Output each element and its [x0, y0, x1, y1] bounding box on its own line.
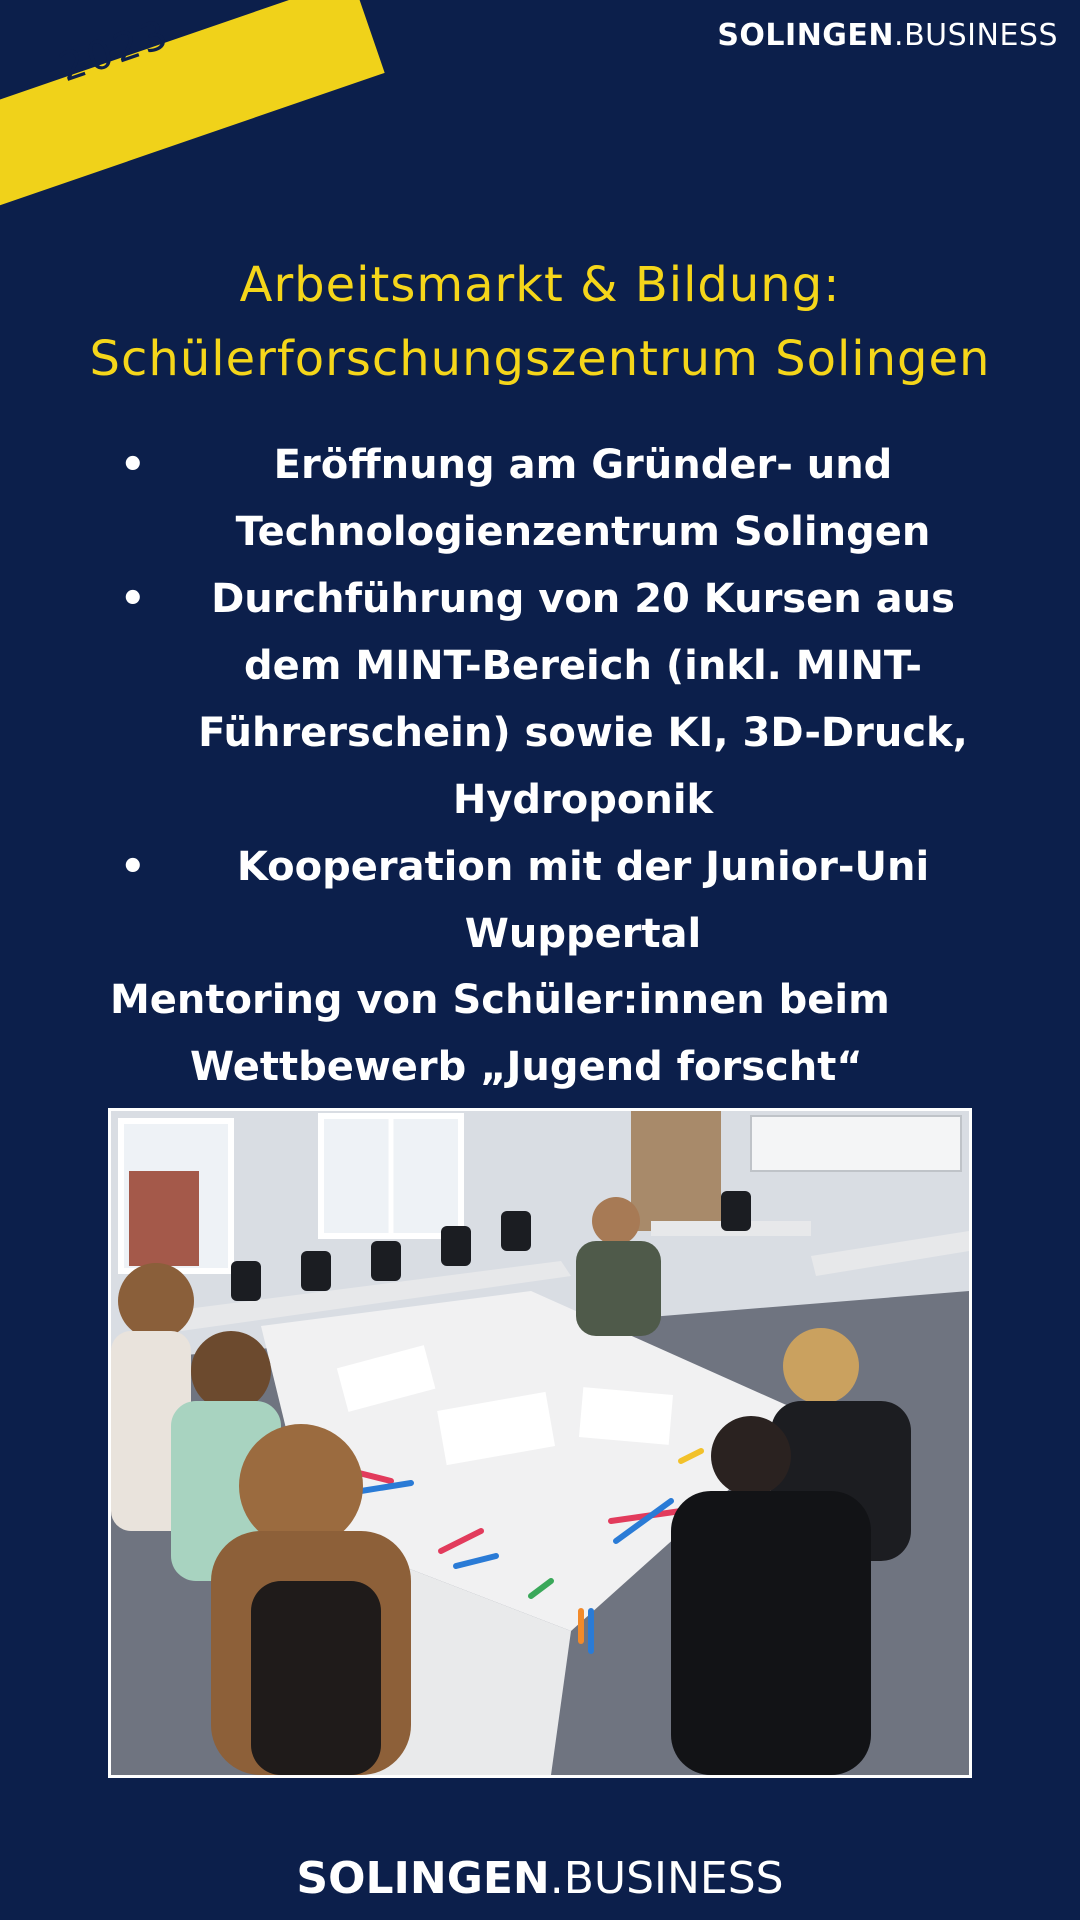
- year-banner: [0, 0, 385, 210]
- classroom-photo-illustration: [111, 1111, 969, 1775]
- headline-line-2: Schülerforschungszentrum Solingen: [89, 331, 991, 387]
- year-label: 2023: [53, 10, 177, 92]
- bullet-text: Führerschein) sowie KI, 3D-Druck,: [198, 710, 968, 756]
- bullet-text: Hydroponik: [452, 777, 714, 823]
- bullet-text: Wuppertal: [464, 911, 702, 957]
- bullet-item-cooperation: [120, 834, 1000, 968]
- bullet-text: Kooperation mit der Junior-Uni: [236, 844, 930, 890]
- bullet-item-opening: [120, 432, 1000, 566]
- bullet-dot: •: [120, 576, 146, 622]
- bullet-item-courses: [120, 566, 1000, 834]
- mentoring-line-2: Wettbewerb „Jugend forscht“: [190, 1044, 863, 1090]
- mentoring-text: [110, 967, 970, 1101]
- brand-bold: SOLINGEN: [296, 1853, 550, 1904]
- brand-bold: SOLINGEN: [717, 18, 895, 53]
- brand-light: .BUSINESS: [549, 1853, 784, 1904]
- bullet-text: Technologienzentrum Solingen: [235, 509, 931, 555]
- headline-line-1: Arbeitsmarkt & Bildung:: [239, 257, 841, 313]
- headline: [0, 248, 1080, 396]
- bullet-list: [120, 432, 1000, 968]
- mentoring-line-1: Mentoring von Schüler:innen beim: [110, 977, 890, 1023]
- classroom-photo: [108, 1108, 972, 1778]
- bullet-text: Eröffnung am Gründer- und: [273, 442, 893, 488]
- brand-logo-top: [717, 18, 1058, 53]
- bullet-dot: •: [120, 442, 146, 488]
- brand-light: .BUSINESS: [894, 18, 1058, 53]
- brand-logo-bottom: [0, 1853, 1080, 1904]
- bullet-text: dem MINT-Bereich (inkl. MINT-: [244, 643, 922, 689]
- bullet-dot: •: [120, 844, 146, 890]
- bullet-text: Durchführung von 20 Kursen aus: [211, 576, 955, 622]
